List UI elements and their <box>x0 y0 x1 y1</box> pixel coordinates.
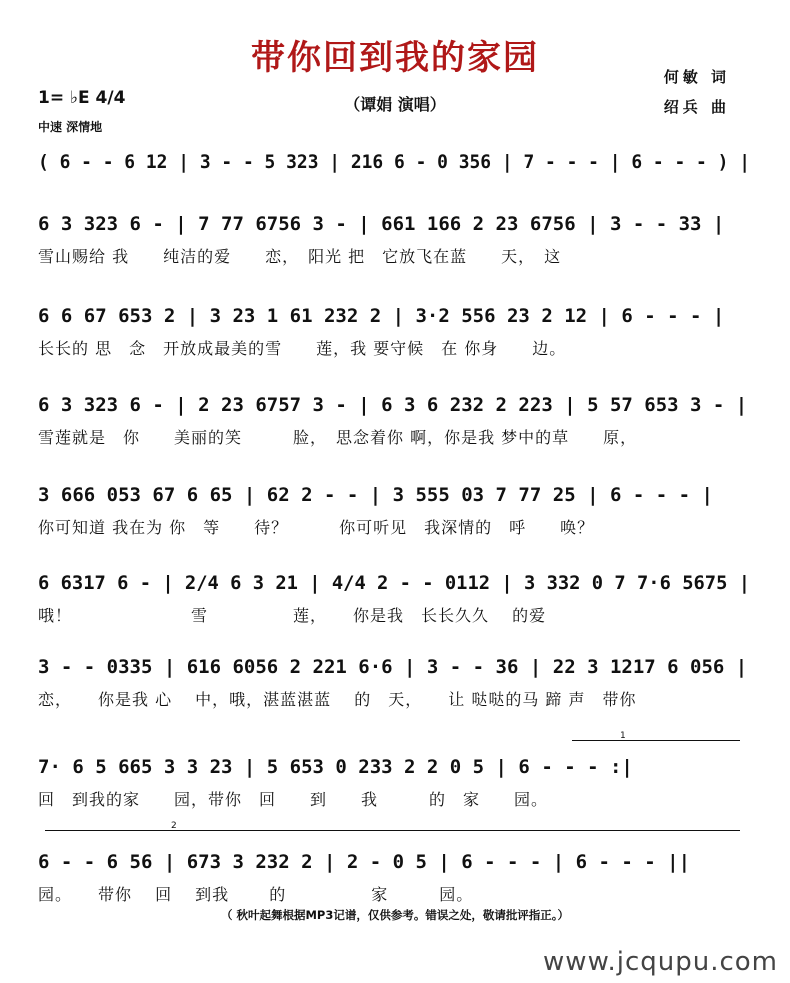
notes-line <box>38 846 753 876</box>
svg-text:( 6 - - 6 12 | 3 - - 5 323 | 2: ( 6 - - 6 12 | 3 - - 5 323 | 216 6 - 0 356 | 7 - - - | 6 - - - ) | <box>38 151 750 173</box>
notes-line <box>38 479 753 509</box>
lyrics-line: 恋， 你是我 心 中，哦，湛蓝湛蓝 的 天， 让 哒哒的马 蹄 声 带你 <box>38 690 637 709</box>
notes-line <box>38 208 753 238</box>
lyrics-line: 雪山赐给 我 纯洁的爱 恋， 阳光 把 它放飞在蓝 天， 这 <box>38 247 562 266</box>
svg-text:6 - - 6 56 | 673 3 232 2 | 2 -: 6 - - 6 56 | 673 3 232 2 | 2 - 0 5 | 6 - - - | 6 - - - || <box>38 851 691 873</box>
lyrics-line: 长长的 思 念 开放成最美的雪 莲，我 要守候 在 你身 边。 <box>38 339 567 358</box>
song-title: 带你回到我的家园 <box>251 38 539 78</box>
lyrics-line: 雪莲就是 你 美丽的笑 脸， 思念着你 啊，你是我 梦中的草 原， <box>38 428 638 447</box>
volta-bracket-2: 2 <box>45 830 740 839</box>
svg-text:3 666 053 67 6 65 | 62 2 - - |: 3 666 053 67 6 65 | 62 2 - - | 3 555 03 7 77 25 | 6 - - - | <box>38 484 713 506</box>
svg-text:6 3 323 6 - | 2 23 6757 3 - |: 6 3 323 6 - | 2 23 6757 3 - | 6 3 6 232 2 223 | 5 57 653 3 - | <box>38 394 748 416</box>
notes-line <box>38 300 753 330</box>
volta-bracket-1: 1 <box>572 740 740 749</box>
key-signature: 1= ♭E 4/4 <box>38 88 126 108</box>
website-watermark: www.jcqupu.com <box>543 947 778 977</box>
lyrics-line: 哦！ 雪 莲， 你是我 长长久久 的爱 <box>38 606 547 625</box>
notes-line <box>38 751 753 781</box>
notes-line <box>38 389 753 419</box>
lyrics-line: 你可知道 我在为 你 等 待？ 你可听见 我深情的 呼 唤？ <box>38 518 595 537</box>
lyricist: 何敏 词 <box>663 68 730 86</box>
lyrics-line: 回 到我的家 园，带你 回 到 我 的 家 园。 <box>38 790 549 809</box>
notes-line <box>38 567 753 597</box>
svg-text:6 6 67 653 2 | 3 23 1 61 232 2: 6 6 67 653 2 | 3 23 1 61 232 2 | 3·2 556 23 2 12 | 6 - - - | <box>38 305 725 327</box>
singer: （谭娟 演唱） <box>344 95 446 114</box>
lyrics-line: 园。 带你 回 到我 的 家 园。 <box>38 885 474 904</box>
svg-text:6 3 323 6 - | 7 77 6756 3 - |: 6 3 323 6 - | 7 77 6756 3 - | 661 166 2 23 6756 | 3 - - 33 | <box>38 213 725 235</box>
composer: 绍兵 曲 <box>663 98 730 116</box>
footnote: （ 秋叶起舞根据MP3记谱，仅供参考。错误之处，敬请批评指正。） <box>220 908 570 922</box>
tempo-marking: 中速 深情地 <box>38 120 103 134</box>
notes-line <box>38 146 753 176</box>
svg-text:3 - - 0335 | 616 6056 2 221 6·: 3 - - 0335 | 616 6056 2 221 6·6 | 3 - - 36 | 22 3 1217 6 056 | <box>38 656 748 678</box>
notes-line <box>38 651 753 681</box>
svg-text:6 6317 6 - | 2/4 6 3 21 | 4/4: 6 6317 6 - | 2/4 6 3 21 | 4/4 2 - - 0112 | 3 332 0 7 7·6 5675 | <box>38 572 750 594</box>
svg-text:7· 6 5 665 3 3 23 | 5 653 0 23: 7· 6 5 665 3 3 23 | 5 653 0 233 2 2 0 5 | 6 - - - :| <box>38 756 633 778</box>
